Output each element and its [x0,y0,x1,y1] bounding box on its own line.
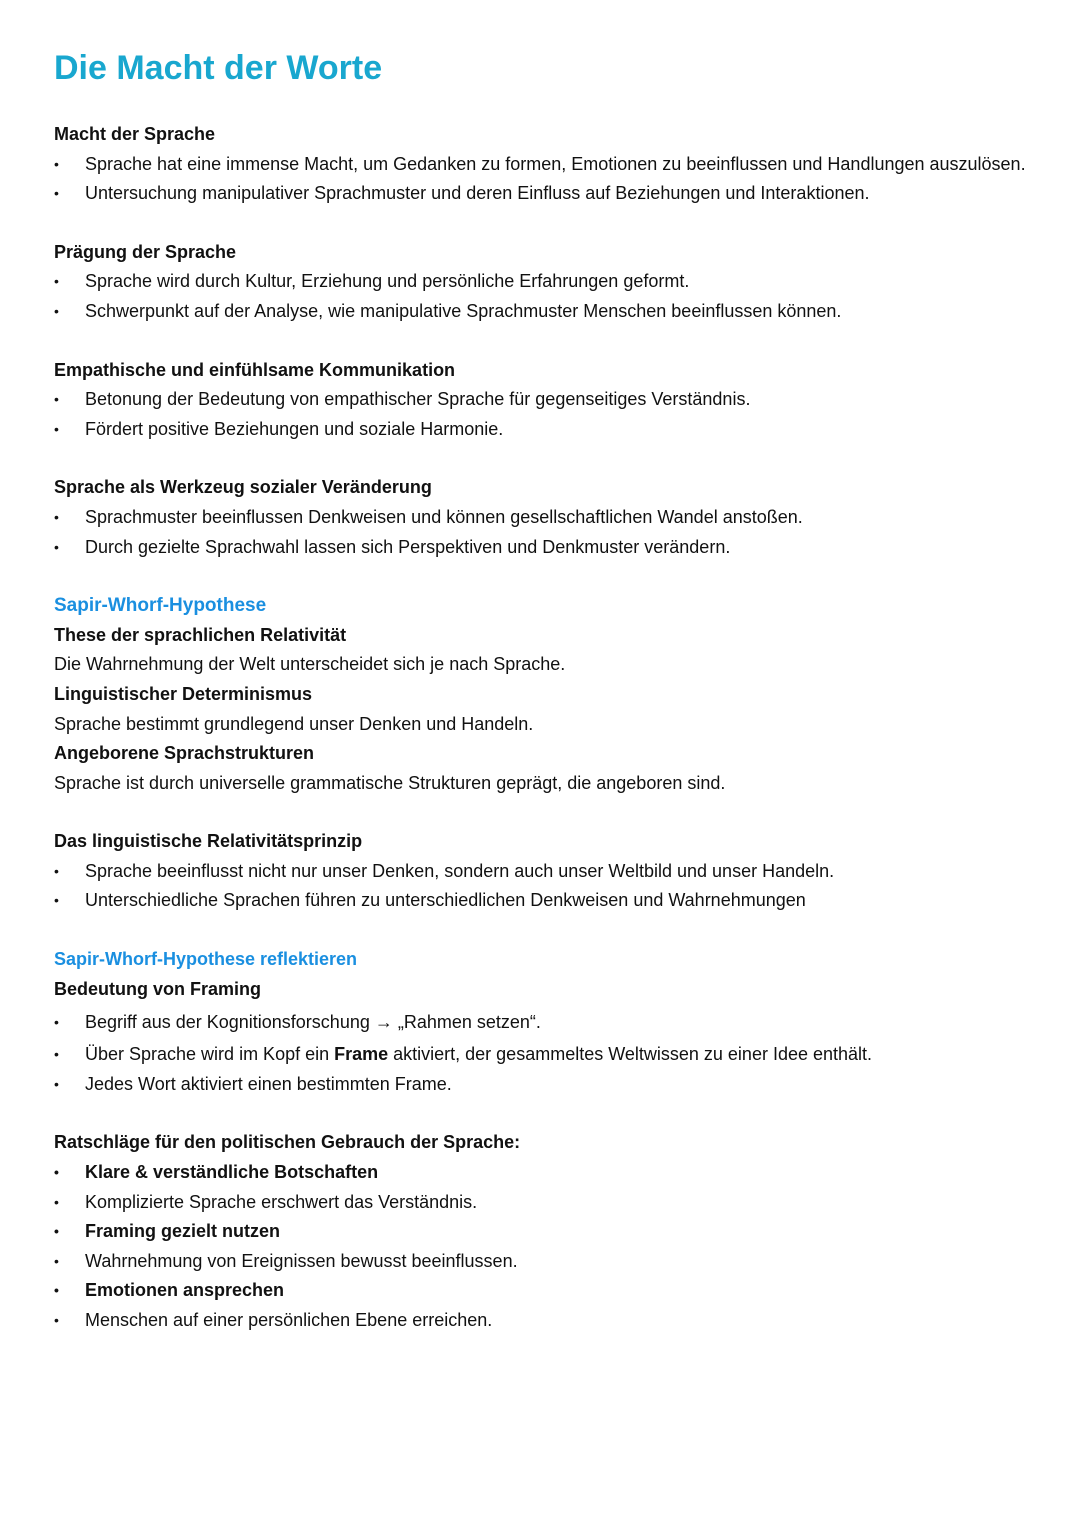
bullet-list-werkzeug [54,503,1044,562]
text-relativitaet: Die Wahrnehmung der Welt unterscheidet sich je nach Sprache. [54,654,566,675]
list-item: • Klare & verständliche Botschaften [54,1158,1044,1188]
list-item: • Sprachmuster beeinflussen Denkweisen und können gesellschaftlichen Wandel anstoßen. [54,503,1044,533]
subheading-relativitaet: These der sprachlichen Relativität [54,624,347,645]
section-heading-empathie: Empathische und einfühlsame Kommunikation [54,359,456,380]
list-item: • Emotionen ansprechen [54,1276,1044,1306]
subheading-angeboren: Angeborene Sprachstrukturen [54,743,315,764]
item-text-post: aktiviert, der gesammeltes Weltwissen zu einer Idee enthält. [388,1044,873,1065]
list-item: • Durch gezielte Sprachwahl lassen sich Perspektiven und Denkmuster verändern. [54,533,1044,563]
section-heading-prinzip: Das linguistische Relativitätsprinzip [54,831,363,852]
bullet-list-ratschlaege [54,1158,1044,1336]
page-title: Die Macht der Worte [54,49,383,87]
list-item: • Sprache hat eine immense Macht, um Gedanken zu formen, Emotionen zu beeinflussen und Handlungen auszulösen. [54,150,1044,180]
section-heading-macht: Macht der Sprache [54,124,216,144]
bullet-list-praegung [54,267,1044,326]
list-item: • Jedes Wort aktiviert einen bestimmten Frame. [54,1070,1044,1100]
section-heading-werkzeug: Sprache als Werkzeug sozialer Veränderung [54,477,432,498]
item-text-bold: Frame [334,1044,389,1065]
document-page [54,48,1044,1336]
section-heading-sapir-whorf: Sapir-Whorf-Hypothese [54,595,267,617]
list-item: • Komplizierte Sprache erschwert das Verständnis. [54,1188,1044,1218]
list-item [54,1040,1044,1070]
subheading-determinismus: Linguistischer Determinismus [54,683,313,704]
list-item: • Begriff aus der Kognitionsforschung → „Rahmen setzen“. [54,1004,1044,1040]
text-determinismus: Sprache bestimmt grundlegend unser Denken und Handeln. [54,713,534,734]
section-heading-praegung: Prägung der Sprache [54,241,237,262]
list-item: • Sprache beeinflusst nicht nur unser Denken, sondern auch unser Weltbild und unser Handeln. [54,857,1044,887]
list-item: • Fördert positive Beziehungen und soziale Harmonie. [54,415,1044,445]
list-item: • Unterschiedliche Sprachen führen zu unterschiedlichen Denkweisen und Wahrnehmungen [54,886,1044,916]
list-item: • Betonung der Bedeutung von empathischer Sprache für gegenseitiges Verständnis. [54,385,1044,415]
list-item: • Framing gezielt nutzen [54,1217,1044,1247]
bullet-list-macht [54,150,1044,209]
bullet-list-prinzip [54,857,1044,916]
list-item: • Sprache wird durch Kultur, Erziehung und persönliche Erfahrungen geformt. [54,267,1044,297]
subheading-framing: Bedeutung von Framing [54,978,261,999]
bullet-list-framing [54,1004,1044,1099]
list-item: • Menschen auf einer persönlichen Ebene erreichen. [54,1306,1044,1336]
bullet-list-empathie [54,385,1044,444]
section-heading-reflektieren: Sapir-Whorf-Hypothese reflektieren [54,949,358,970]
text-angeboren: Sprache ist durch universelle grammatische Strukturen geprägt, die angeboren sind. [54,772,726,793]
list-item: • Wahrnehmung von Ereignissen bewusst beeinflussen. [54,1247,1044,1277]
section-heading-ratschlaege: Ratschläge für den politischen Gebrauch der Sprache: [54,1132,521,1153]
item-text-pre: Über Sprache wird im Kopf ein [85,1044,335,1065]
list-item: • Schwerpunkt auf der Analyse, wie manipulative Sprachmuster Menschen beeinflussen können. [54,297,1044,327]
list-item: • Untersuchung manipulativer Sprachmuster und deren Einfluss auf Beziehungen und Interaktionen. [54,179,1044,209]
